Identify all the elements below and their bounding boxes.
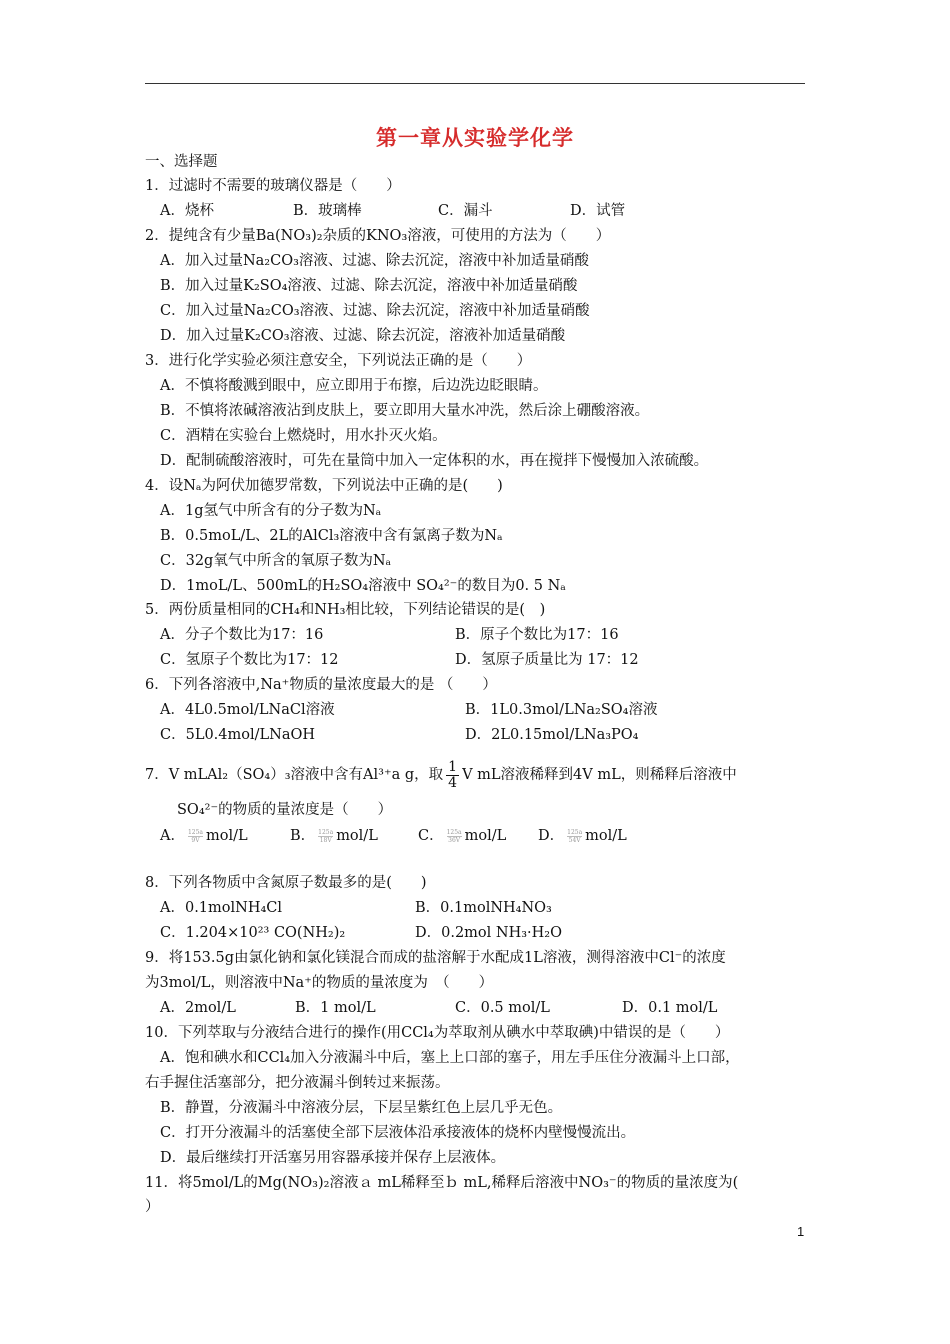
q6-option-c: C．5L0.4mol/LNaOH <box>160 727 316 743</box>
q4-option-a: A．1g氢气中所含有的分子数为Nₐ <box>160 503 382 519</box>
q7-option-c-unit: mol/L <box>464 828 507 844</box>
q7-option-a-den: 9V <box>191 836 200 844</box>
q1-option-a: A．烧杯 <box>160 203 214 219</box>
q8-option-b: B．0.1molNH₄NO₃ <box>415 900 552 916</box>
question-8: 8．下列各物质中含氮原子数最多的是( ) <box>145 875 427 891</box>
q7-option-d-fraction <box>567 829 582 844</box>
q7-continuation: SO₄²⁻的物质的量浓度是（ ） <box>177 802 393 818</box>
q2-option-b: B．加入过量K₂SO₄溶液、过滤、除去沉淀，溶液中补加适量硝酸 <box>160 278 578 294</box>
q2-option-c: C．加入过量Na₂CO₃溶液、过滤、除去沉淀，溶液中补加适量硝酸 <box>160 303 590 319</box>
q10-option-a: A．饱和碘水和CCl₄加入分液漏斗中后，塞上上口部的塞子，用左手压住分液漏斗上口部， <box>160 1050 740 1066</box>
q6-option-d: D．2L0.15mol/LNa₃PO₄ <box>465 727 639 743</box>
q5-option-d: D．氢原子质量比为 17：12 <box>455 652 639 668</box>
q6-option-b: B．1L0.3mol/LNa₂SO₄溶液 <box>465 702 658 718</box>
q7-option-b-den: 18V <box>319 836 332 844</box>
q9-option-c: C．0.5 mol/L <box>455 1000 550 1016</box>
q7-option-d-unit: mol/L <box>585 828 627 844</box>
q7-fraction-numerator: 1 <box>448 758 458 775</box>
q7-option-a <box>160 826 248 846</box>
q7-option-a-label: A． <box>160 828 185 844</box>
q7-option-b-fraction <box>318 829 333 844</box>
q6-option-a: A．4L0.5mol/LNaCl溶液 <box>160 702 335 718</box>
q5-option-a: A．分子个数比为17：16 <box>160 627 324 643</box>
question-6: 6．下列各溶液中,Na⁺物质的量浓度最大的是 （ ） <box>145 677 497 693</box>
q10-option-d: D．最后继续打开活塞另用容器承接并保存上层液体。 <box>160 1150 506 1166</box>
q7-option-d-num: 125a <box>567 828 583 836</box>
q7-text-start: 7．V mLAl₂（SO₄）₃溶液中含有Al³⁺a g，取 <box>145 767 444 783</box>
q7-option-a-num: 125a <box>187 828 204 836</box>
q7-option-b <box>290 826 378 846</box>
q5-option-b: B．原子个数比为17：16 <box>455 627 619 643</box>
q2-option-a: A．加入过量Na₂CO₃溶液、过滤、除去沉淀，溶液中补加适量硝酸 <box>160 253 589 269</box>
q9-option-a: A．2mol/L <box>160 1000 236 1016</box>
question-11-continuation: ） <box>145 1199 160 1215</box>
q7-option-a-unit: mol/L <box>206 828 248 844</box>
q4-option-c: C．32g氧气中所含的氧原子数为Nₐ <box>160 553 392 569</box>
q4-option-d: D．1moL/L、500mL的H₂SO₄溶液中 SO₄²⁻的数目为0. 5 Nₐ <box>160 578 566 594</box>
q1-option-b: B．玻璃棒 <box>293 203 362 219</box>
q7-option-d-label: D． <box>538 828 565 844</box>
q10-option-b: B．静置，分液漏斗中溶液分层，下层呈紫红色上层几乎无色。 <box>160 1100 563 1116</box>
q8-option-c: C．1.204×10²³ CO(NH₂)₂ <box>160 925 346 941</box>
q2-option-d: D．加入过量K₂CO₃溶液、过滤、除去沉淀，溶液补加适量硝酸 <box>160 328 566 344</box>
q7-fraction-denominator: 4 <box>448 774 458 791</box>
q3-option-c: C．酒精在实验台上燃烧时，用水扑灭火焰。 <box>160 428 447 444</box>
q4-option-b: B．0.5moL/L、2L的AlCl₃溶液中含有氯离子数为Nₐ <box>160 528 503 544</box>
q1-option-d: D．试管 <box>570 203 626 219</box>
q7-text-end: V mL溶液稀释到4V mL，则稀释后溶液中 <box>462 767 737 783</box>
q3-option-a: A．不慎将酸溅到眼中，应立即用于布擦，后边洗边眨眼睛。 <box>160 378 548 394</box>
q8-option-a: A．0.1molNH₄Cl <box>160 900 283 916</box>
q7-option-c-label: C． <box>418 828 444 844</box>
question-5: 5．两份质量相同的CH₄和NH₃相比较，下列结论错误的是( ) <box>145 602 546 618</box>
q9-option-d: D．0.1 mol/L <box>622 1000 718 1016</box>
question-10: 10．下列萃取与分液结合进行的操作(用CCl₄为萃取剂从碘水中萃取碘)中错误的是（ ） <box>145 1025 730 1041</box>
q10-option-c: C．打开分液漏斗的活塞使全部下层液体沿承接液体的烧杯内壁慢慢流出。 <box>160 1125 636 1141</box>
q7-option-c-fraction <box>447 829 462 844</box>
question-2: 2．提纯含有少量Ba(NO₃)₂杂质的KNO₃溶液，可使用的方法为（ ） <box>145 228 611 244</box>
q7-option-c-num: 125a <box>446 828 462 836</box>
q7-option-b-unit: mol/L <box>336 828 378 844</box>
section-heading: 一、选择题 <box>145 154 218 170</box>
header-rule <box>145 83 805 84</box>
question-11: 11．将5mol/L的Mg(NO₃)₂溶液ａ mL稀释至ｂ mL,稀释后溶液中NO₃⁻的物质的量浓度为( <box>145 1175 739 1191</box>
page-number: 1 <box>797 1224 805 1239</box>
question-1: 1．过滤时不需要的玻璃仪器是（ ） <box>145 178 401 194</box>
question-7 <box>145 755 737 795</box>
q3-option-b: B．不慎将浓碱溶液沾到皮肤上，要立即用大量水冲洗，然后涂上硼酸溶液。 <box>160 403 650 419</box>
question-3: 3．进行化学实验必须注意安全，下列说法正确的是（ ） <box>145 353 532 369</box>
q5-option-c: C．氢原子个数比为17：12 <box>160 652 339 668</box>
q7-option-d-den: 54V <box>568 836 581 844</box>
q7-option-c <box>418 826 506 846</box>
q7-option-d <box>538 826 627 846</box>
q10-option-a-continuation: 右手握住活塞部分，把分液漏斗倒转过来振荡。 <box>145 1075 450 1091</box>
page-title: 第一章从实验学化学 <box>376 125 574 150</box>
q7-option-c-den: 36V <box>448 836 461 844</box>
q3-option-d: D．配制硫酸溶液时，可先在量筒中加入一定体积的水，再在搅拌下慢慢加入浓硫酸。 <box>160 453 709 469</box>
q7-option-b-label: B． <box>290 828 316 844</box>
q7-option-b-num: 125a <box>318 828 334 836</box>
q8-option-d: D．0.2mol NH₃·H₂O <box>415 925 563 941</box>
q1-option-c: C．漏斗 <box>438 203 493 219</box>
q7-fraction <box>446 760 459 791</box>
q7-option-a-fraction <box>188 829 203 844</box>
question-4: 4．设Nₐ为阿伏加德罗常数，下列说法中正确的是( ) <box>145 478 503 494</box>
q9-option-b: B．1 mol/L <box>295 1000 376 1016</box>
question-9: 9．将153.5g由氯化钠和氯化镁混合而成的盐溶解于水配成1L溶液，测得溶液中Cl⁻的浓度 <box>145 950 726 966</box>
question-9-continuation: 为3mol/L，则溶液中Na⁺的物质的量浓度为 （ ） <box>145 975 494 991</box>
